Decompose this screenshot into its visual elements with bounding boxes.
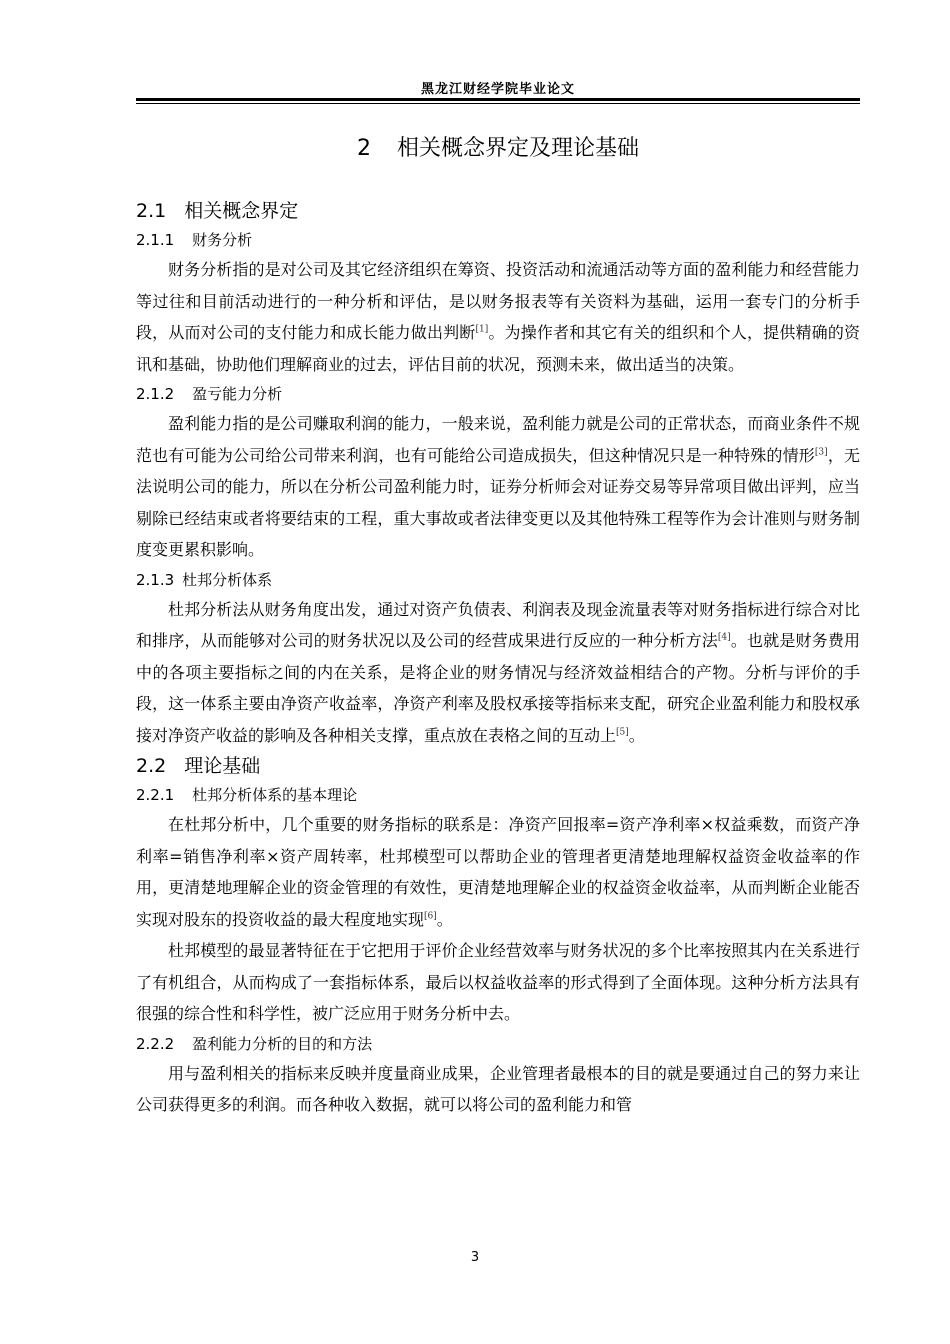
citation-ref: [6] <box>424 911 437 922</box>
paragraph-text: 。为操作者和其它有关的组织和个人，提供精确的资讯和基础，协助他们理解商业的过去，评估目前的状况，预测未来，做出适当的决策。 <box>136 323 860 374</box>
paragraph-text: 。也就是财务费用中的各项主要指标之间的内在关系，是将企业的财务情况与经济效益相结合的产物。分析与评价的手段，这一体系主要由净资产收益率，净资产利率及股权承接等指标来支配，研究企业盈利能力和股权承接对净资产收益的影响及各种相关支撑，重点放在表格之间的互动上 <box>136 631 860 745</box>
section-2-1-1-heading <box>136 226 860 254</box>
page-number: 3 <box>470 1250 480 1265</box>
section-title: 相关概念界定 <box>184 200 299 222</box>
header-rule-thick <box>136 98 860 101</box>
section-2-2-1-heading <box>136 781 860 809</box>
section-title: 杜邦分析体系的基本理论 <box>192 786 358 804</box>
paragraph-text: ，无法说明公司的能力，所以在分析公司盈利能力时，证券分析师会对证券交易等异常项目做出评判，应当剔除已经结束或者将要结束的工程，重大事故或者法律变更以及其他特殊工程等作为会计准则与财务制度变更累积影响。 <box>136 445 860 559</box>
citation-ref: [4] <box>717 632 731 643</box>
section-title: 盈利能力分析的目的和方法 <box>192 1034 373 1053</box>
paragraph <box>136 254 860 380</box>
section-number: 2.1 <box>136 200 167 222</box>
paragraph <box>136 408 860 566</box>
paragraph-text: 财务分析指的是对公司及其它经济组织在筹资、投资活动和流通活动等方面的盈利能力和经营能力等过往和目前活动进行的一种分析和评估，是以财务报表等有关资料为基础，运用一套专门的分析手段，从而对公司的支付能力和成长能力做出判断 <box>136 260 860 342</box>
section-number: 2.1.3 <box>136 570 175 589</box>
section-2-1-3-heading <box>136 566 860 594</box>
paragraph-text: 杜邦分析法从财务角度出发，通过对资产负债表、利润表及现金流量表等对财务指标进行综合对比和排序，从而能够对公司的财务状况以及公司的经营成果进行反应的一种分析方法 <box>136 599 860 650</box>
citation-ref: [5] <box>616 727 629 738</box>
paragraph-text: 盈利能力指的是公司赚取利润的能力，一般来说，盈利能力就是公司的正常状态，而商业条件不规范也有可能为公司给公司带来利润，也有可能给公司造成损失，但这种情况只是一种特殊的情形 <box>136 414 860 465</box>
paragraph: 杜邦模型的最显著特征在于它把用于评价企业经营效率与财务状况的多个比率按照其内在关系进行了有机组合，从而构成了一套指标体系，最后以权益收益率的形式得到了全面体现。这种分析方法具有很强的综合性和科学性，被广泛应用于财务分析中去。 <box>136 941 860 1023</box>
running-header: 黑龙江财经学院毕业论文 <box>420 82 575 97</box>
paragraph-text: 。 <box>436 909 453 929</box>
section-title: 理论基础 <box>184 755 261 777</box>
paragraph-text: 在杜邦分析中，几个重要的财务指标的联系是：净资产回报率=资产净利率×权益乘数，而资产净利率=销售净利率×资产周转率，杜邦模型可以帮助企业的管理者更清楚地理解权益资金收益率的作用，更清楚地理解企业的资金管理的有效性，更清楚地理解企业的权益资金收益率，从而判断企业能否实现对股东的投资收益的最大程度地实现 <box>136 815 860 929</box>
chapter-title <box>136 128 860 170</box>
section-title: 盈亏能力分析 <box>192 385 283 403</box>
section-number: 2.1.1 <box>136 231 175 249</box>
section-title: 财务分析 <box>192 231 253 249</box>
section-title: 杜邦分析体系 <box>182 570 273 589</box>
section-2-2-2-heading <box>136 1030 860 1058</box>
section-number: 2.2.2 <box>136 1034 175 1053</box>
paragraph-text: 。 <box>628 725 645 745</box>
section-number: 2.2 <box>136 755 167 777</box>
paragraph: 用与盈利相关的指标来反映并度量商业成果，企业管理者最根本的目的就是要通过自己的努力来让公司获得更多的利润。而各种收入数据，就可以将公司的盈利能力和管 <box>136 1063 860 1114</box>
chapter-number: 2 <box>356 136 371 161</box>
citation-ref: [3] <box>814 447 828 458</box>
citation-ref: [1] <box>475 324 489 335</box>
section-2-1-heading <box>136 196 860 226</box>
page-content <box>136 128 860 1121</box>
paragraph <box>136 594 860 752</box>
paragraph <box>136 809 860 935</box>
section-number: 2.2.1 <box>136 786 175 804</box>
chapter-title-text: 相关概念界定及理论基础 <box>396 136 639 161</box>
section-number: 2.1.2 <box>136 385 175 403</box>
header-rule-thin <box>136 103 860 104</box>
section-2-2-heading <box>136 751 860 781</box>
section-2-1-2-heading <box>136 380 860 408</box>
